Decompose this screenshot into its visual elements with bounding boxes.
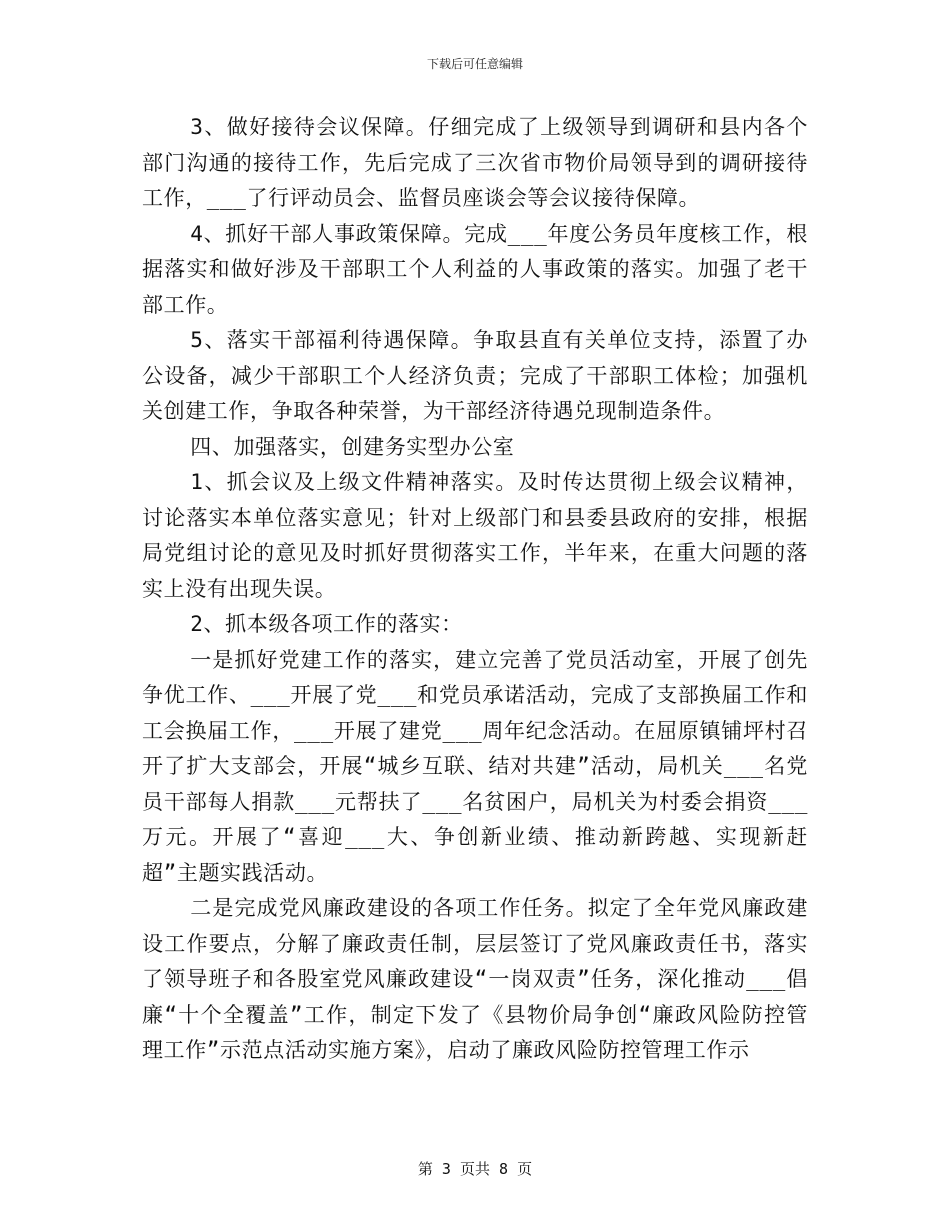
page-footer: 第 3 页共 8 页 bbox=[417, 1160, 533, 1178]
paragraph-local-work-heading: 2、抓本级各项工作的落实： bbox=[190, 612, 463, 636]
paragraph-party-building: 一是抓好党建工作的落实，建立完善了党员活动室，开展了创先争优工作、___开展了党___和党员承诺活动，完成了支部换届工作和工会换届工作，___开展了建党___周年纪念活动。在屈原镇铺坪村召开了扩大支部会，开展“城乡互联、结对共建”活动，局机关___名党员干部每人捐款___元帮扶了___名贫困户，局机关为村委会捐资___万元。开展了“喜迎___大、争创新业绩、推动新跨越、实现新赶超”主题实践活动。 bbox=[142, 647, 808, 885]
paragraph-personnel-policy: 4、抓好干部人事政策保障。完成___年度公务员年度核工作，根据落实和做好涉及干部职工个人利益的人事政策的落实。加强了老干部工作。 bbox=[142, 221, 808, 317]
paragraph-welfare-guarantee: 5、落实干部福利待遇保障。争取县直有关单位支持，添置了办公设备，减少干部职工个人经济负责；完成了干部职工体检；加强机关创建工作，争取各种荣誉，为干部经济待遇兑现制造条件。 bbox=[142, 328, 808, 423]
document-body bbox=[142, 110, 808, 1069]
paragraph-anti-corruption: 二是完成党风廉政建设的各项工作任务。拟定了全年党风廉政建设工作要点，分解了廉政责任制，层层签订了党风廉政责任书，落实了领导班子和各股室党风廉政建设“一岗双责”任务，深化推动___倡廉“十个全覆盖”工作，制定下发了《县物价局争创“廉政风险防控管理工作”示范点活动实施方案》，启动了廉政风险防控管理工作示 bbox=[142, 896, 808, 1062]
paragraph-reception-guarantee: 3、做好接待会议保障。仔细完成了上级领导到调研和县内各个部门沟通的接待工作，先后完成了三次省市物价局领导到的调研接待工作，___了行评动员会、监督员座谈会等会议接待保障。 bbox=[142, 115, 808, 210]
section-heading-four: 四、加强落实，创建务实型办公室 bbox=[190, 434, 515, 459]
page-header: 下载后可任意编辑 bbox=[426, 57, 523, 71]
paragraph-meeting-implementation: 1、抓会议及上级文件精神落实。及时传达贯彻上级会议精神，讨论落实本单位落实意见；针对上级部门和县委县政府的安排，根据局党组讨论的意见及时抓好贯彻落实工作，半年来，在重大问题的落实上没有出现失误。 bbox=[142, 470, 808, 601]
